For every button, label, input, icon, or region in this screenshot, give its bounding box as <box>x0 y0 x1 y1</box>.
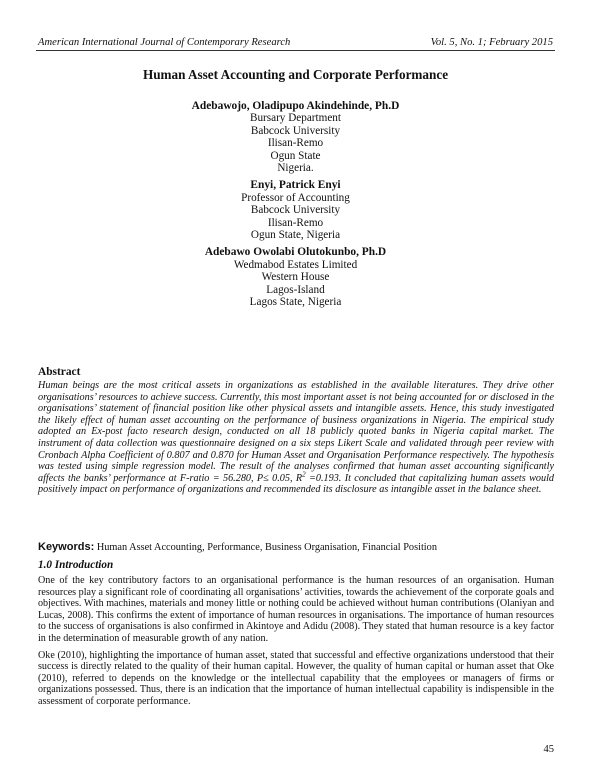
page-number: 45 <box>543 744 554 755</box>
abstract-text: Human beings are the most critical assets in organizations as established in the available literatures. They drive other organisations’ resources to achieve success. Currently, this most important asset is not being accounted for or disclosed in the organisations’ statement of financial position like other physical assets and intangible assets. Hence, this study investigated the likely effect of human asset accounting on the performance of business organizations in Nigeria. The empirical study adopted an Ex-post facto research design, conducted on all 18 publicly quoted banks in Nigeria capital market. The instrument of data collection was questionnaire designed on a six steps Likert Scale and validated through peer review with Cronbach Alpha Coefficient of 0.807 and 0.870 for Human Asset and Organisation Performance respectively. The hypothesis was tested using simple regression model. The result of the analyses confirmed that human asset accounting significantly affects the banks’ performance at F-ratio = 56.280, P≤ 0.05, R <box>38 380 554 484</box>
header-rule <box>36 50 555 51</box>
author-block <box>36 246 555 308</box>
affiliation-line: Babcock University <box>250 124 341 137</box>
body-paragraph: One of the key contributory factors to an organisational performance is the human resources of an organisation. Human resources play a significant role of coordinating all organisations’ activities, towards the achievement of the corporate goals and objectives. With machines, materials and money little or nothing could be achieved without human contributions (Olaniyan and Lucas, 2008). This confirms the extent of importance of human resources in organisations. The importance of human resources to the success of organisations is also confirmed in Akintoye and Adidu (2008). They stated that human resource is a key factor in the determination of measurable growth of any nation. <box>38 575 554 644</box>
affiliation-line: Wedmabod Estates Limited <box>233 258 358 271</box>
volume-issue: Vol. 5, No. 1; February 2015 <box>430 37 553 48</box>
author-list <box>36 100 555 314</box>
keywords-label: Keywords: <box>38 541 95 553</box>
affiliation-line: Ogun State <box>270 149 321 162</box>
abstract-heading: Abstract <box>38 366 81 378</box>
abstract-paragraph <box>38 380 554 496</box>
author-name: Adebawo Owolabi Olutokunbo, Ph.D <box>204 246 387 259</box>
affiliation-line: Ilisan-Remo <box>267 137 324 150</box>
affiliation-line: Ogun State, Nigeria <box>250 229 341 242</box>
author-name: Enyi, Patrick Enyi <box>250 179 341 192</box>
affiliation-line: Babcock University <box>250 204 341 217</box>
keywords-text: Human Asset Accounting, Performance, Business Organisation, Financial Position <box>94 542 437 553</box>
author-name: Adebawojo, Oladipupo Akindehinde, Ph.D <box>191 100 400 112</box>
paper-title: Human Asset Accounting and Corporate Performance <box>142 67 449 82</box>
r-squared-superscript: 2 <box>302 470 306 479</box>
journal-name: American International Journal of Contemporary Research <box>38 37 291 48</box>
affiliation-line: Bursary Department <box>249 112 342 125</box>
introduction-heading: 1.0 Introduction <box>38 559 114 571</box>
affiliation-line: Professor of Accounting <box>241 191 350 204</box>
introduction-body <box>38 575 554 713</box>
affiliation-line: Western House <box>261 271 330 284</box>
affiliation-line: Ilisan-Remo <box>267 216 324 229</box>
keywords-line <box>38 541 554 554</box>
body-paragraph: Oke (2010), highlighting the importance of human asset, stated that successful and effective organizations understood that their success is directly related to the quality of their human capital. However, the quality of human capital or human asset that Oke (2010), referred to depends on the knowledge or the intellectual capability that the employees or managers of firms or organizations possessed. Thus, there is an indication that the importance of human intellectual capability is indispensible in the assessment of corporate performance. <box>38 649 554 707</box>
affiliation-line: Lagos State, Nigeria <box>249 296 342 309</box>
abstract-text-end: =0.193. It concluded that capitalizing human assets would positively impact on performance of organizations and recommended its disclosure as intangible asset in the balance sheet. <box>38 472 554 496</box>
author-block <box>36 100 555 174</box>
affiliation-line: Nigeria. <box>277 162 314 175</box>
affiliation-line: Lagos-Island <box>266 283 325 296</box>
abstract-body <box>38 380 554 496</box>
author-block <box>36 179 555 241</box>
